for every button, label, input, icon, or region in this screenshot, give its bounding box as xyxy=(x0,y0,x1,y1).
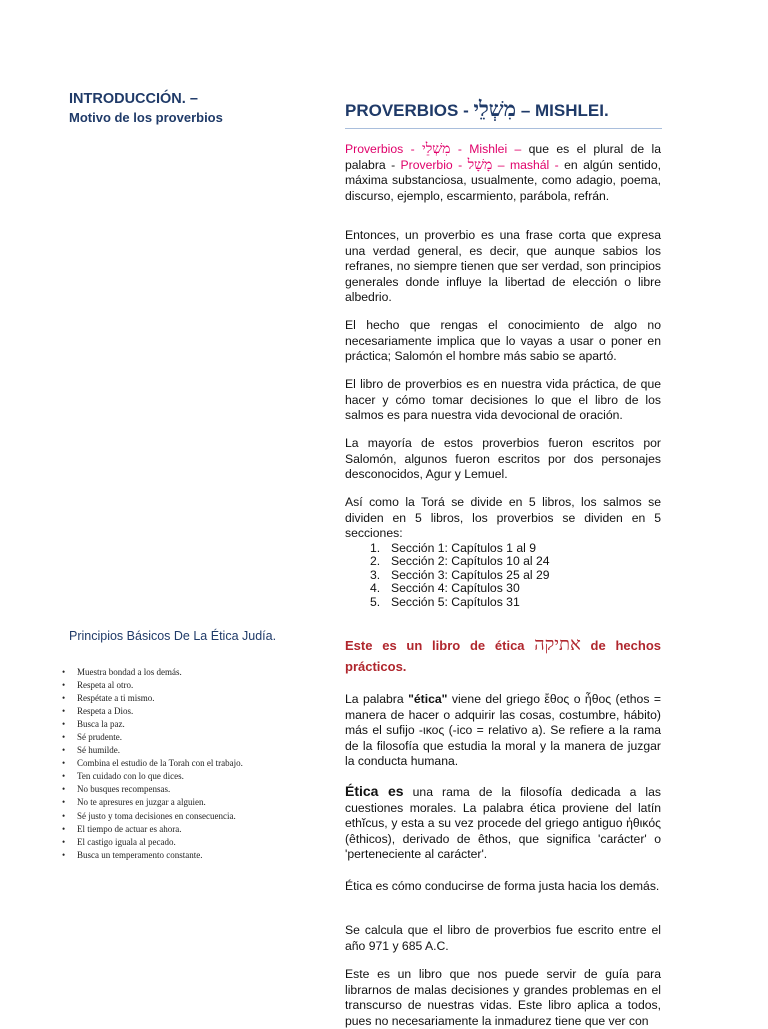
paragraph-entonces xyxy=(345,228,661,306)
p8-text: una rama de la filosofía dedicada a las cuestiones morales. La palabra ética proviene del latín ethĭcus, y esta a su vez procede del griego antiguo ἠθικός (êthicos), derivado de êthos, que significa 'carácter' o 'perteneciente al carácter'. xyxy=(345,785,661,861)
bullet-icon: • xyxy=(62,849,66,860)
p8-bold: Ética es xyxy=(345,783,404,799)
principio-text: Combina el estudio de la Torah con el trabajo. xyxy=(77,758,243,769)
principio-text: Busca la paz. xyxy=(77,719,125,730)
bullet-icon: • xyxy=(62,706,66,717)
principio-item xyxy=(62,757,243,770)
paragraph-text: Ética es cómo conducirse de forma justa hacia los demás. xyxy=(345,879,660,893)
intro-heading xyxy=(69,90,223,126)
section-text: Sección 2: Capítulos 10 al 24 xyxy=(391,554,550,569)
section-item xyxy=(370,569,661,583)
title-hebrew: מִשְׁלֵי xyxy=(473,96,517,121)
section-item xyxy=(370,542,661,556)
bullet-icon: • xyxy=(62,693,66,704)
p7-b: viene del griego ἔθος o ἦθος (ethos = manera de hacer o adquirir las cosas, costumbre, hábito) más el sufijo -ικος (-ico = relativo a). Se refiere a la rama de la filosofía que estudia la moral y la manera de juzgar la conducta humana. xyxy=(345,692,661,768)
pink-proverbios: Proverbios - xyxy=(345,142,423,156)
bullet-icon: • xyxy=(62,810,66,821)
section-text: Sección 1: Capítulos 1 al 9 xyxy=(391,540,536,555)
paragraph-text: El hecho que rengas el conocimiento de algo no necesariamente implica que lo vayas a usar o poner en práctica; Salomón el hombre más sabio se apartó. xyxy=(345,318,661,363)
section-number: 1. xyxy=(370,540,381,555)
title-part-b: – MISHLEI. xyxy=(516,101,609,120)
principio-text: Ten cuidado con lo que dices. xyxy=(77,771,184,782)
principio-text: Busca un temperamento constante. xyxy=(77,849,203,860)
principio-item xyxy=(62,783,243,796)
section-number: 5. xyxy=(370,594,381,609)
page-title xyxy=(345,96,662,129)
principio-item xyxy=(62,705,243,718)
etica-heading-b: de hechos prácticos. xyxy=(345,638,661,674)
paragraph-secciones xyxy=(345,495,661,609)
paragraph-hecho xyxy=(345,318,661,365)
pink-proverbio: Proverbio - xyxy=(400,157,468,172)
principio-item xyxy=(62,718,243,731)
section-item xyxy=(370,555,661,569)
p7-a: La palabra xyxy=(345,692,409,706)
etica-hebrew: אתיקה xyxy=(534,634,581,655)
section-text: Sección 3: Capítulos 25 al 29 xyxy=(391,567,550,582)
principio-item xyxy=(62,744,243,757)
principio-text: Muestra bondad a los demás. xyxy=(77,667,182,677)
principio-text: Respeta al otro. xyxy=(77,680,134,691)
principio-item xyxy=(62,692,243,705)
intro-subtitle: Motivo de los proverbios xyxy=(69,110,223,125)
paragraph-text: La mayoría de estos proverbios fueron escritos por Salomón, algunos fueron escritos por dos personajes desconocidos, Agur y Lemuel. xyxy=(345,436,661,481)
section-number: 2. xyxy=(370,554,381,569)
title-part-a: PROVERBIOS - xyxy=(345,101,474,120)
principio-item xyxy=(62,731,243,744)
definition-text-a: que es el plural de la palabra - xyxy=(345,142,661,172)
bullet-icon: • xyxy=(62,836,66,847)
bullet-icon: • xyxy=(62,771,66,782)
principio-item xyxy=(62,823,243,836)
principio-text: El tiempo de actuar es ahora. xyxy=(77,823,182,834)
bullet-icon: • xyxy=(62,784,66,795)
pink-mishlei: - Mishlei – xyxy=(450,142,529,156)
etica-heading-a: Este es un libro de ética xyxy=(345,638,535,653)
bullet-icon: • xyxy=(62,680,66,691)
paragraph-definition xyxy=(345,142,661,204)
paragraph-etica-es xyxy=(345,784,661,863)
bullet-icon: • xyxy=(62,745,66,756)
principio-text: Respeta a Dios. xyxy=(77,706,134,717)
paragraph-conducirse xyxy=(345,879,661,895)
paragraph-text: Se calcula que el libro de proverbios fue escrito entre el año 971 y 685 A.C. xyxy=(345,923,661,953)
paragraph-palabra-etica xyxy=(345,692,661,770)
principios-list xyxy=(62,666,243,862)
principio-item xyxy=(62,836,243,849)
bullet-icon: • xyxy=(62,758,66,769)
paragraph-fecha xyxy=(345,923,661,954)
definition-text-b: en algún sentido, máxima substanciosa, usualmente, como adagio, poema, discurso, ejemplo, escarmiento, parábola, refrán. xyxy=(345,157,661,203)
principio-text: El castigo iguala al pecado. xyxy=(77,836,176,847)
paragraph-text: Entonces, un proverbio es una frase corta que expresa una verdad general, es decir, que aunque sabios los refranes, no siempre tienen que ser verdad, son principios generales donde influye la libertad de elección o libre albedrio. xyxy=(345,228,661,304)
pink-mashal: – mashál - xyxy=(492,157,565,172)
bullet-icon: • xyxy=(62,797,66,808)
section-number: 4. xyxy=(370,581,381,596)
bullet-icon: • xyxy=(62,732,66,743)
section-item xyxy=(370,582,661,596)
paragraph-text: Así como la Torá se divide en 5 libros, los salmos se dividen en 5 libros, los proverbios se dividen en 5 secciones: xyxy=(345,495,661,540)
bullet-icon: • xyxy=(62,823,66,834)
paragraph-text: El libro de proverbios es en nuestra vida práctica, de que hacer y cómo tomar decisiones lo que el libro de los salmos es para nuestra vida devocional de oración. xyxy=(345,377,661,422)
principio-item xyxy=(62,810,243,823)
hebrew-mishlei: מִשְׁלֵי xyxy=(422,141,451,157)
principio-text: Respétate a ti mismo. xyxy=(77,693,155,704)
principio-text: Sé humilde. xyxy=(77,745,120,756)
principio-item xyxy=(62,666,243,679)
section-text: Sección 5: Capítulos 31 xyxy=(391,594,520,609)
principio-item xyxy=(62,679,243,692)
section-item xyxy=(370,596,661,610)
hebrew-mashal: מָשָׁל xyxy=(467,156,493,173)
bullet-icon: • xyxy=(62,667,66,677)
intro-title: INTRODUCCIÓN. – xyxy=(69,91,198,107)
paragraph-libro xyxy=(345,377,661,424)
principio-text: Sé justo y toma decisiones en consecuencia. xyxy=(77,810,236,821)
sections-list xyxy=(345,542,661,610)
paragraph-mayoria xyxy=(345,436,661,483)
paragraph-text: Este es un libro que nos puede servir de guía para librarnos de malas decisiones y grandes problemas en el transcurso de nuestras vidas. Este libro aplica a todos, pues no necesariamente la inmadurez tiene que ver con xyxy=(345,967,661,1028)
principio-item xyxy=(62,849,243,862)
bullet-icon: • xyxy=(62,719,66,730)
principio-item xyxy=(62,770,243,783)
etica-heading xyxy=(345,634,661,677)
section-text: Sección 4: Capítulos 30 xyxy=(391,581,520,596)
principio-text: No busques recompensas. xyxy=(77,784,171,795)
principio-text: Sé prudente. xyxy=(77,732,122,743)
principio-item xyxy=(62,796,243,809)
p7-bold: "ética" xyxy=(408,692,448,706)
principio-text: No te apresures en juzgar a alguien. xyxy=(77,797,206,808)
principios-title: Principios Básicos De La Ética Judía. xyxy=(69,629,277,643)
paragraph-guia xyxy=(345,967,661,1029)
section-number: 3. xyxy=(370,567,381,582)
